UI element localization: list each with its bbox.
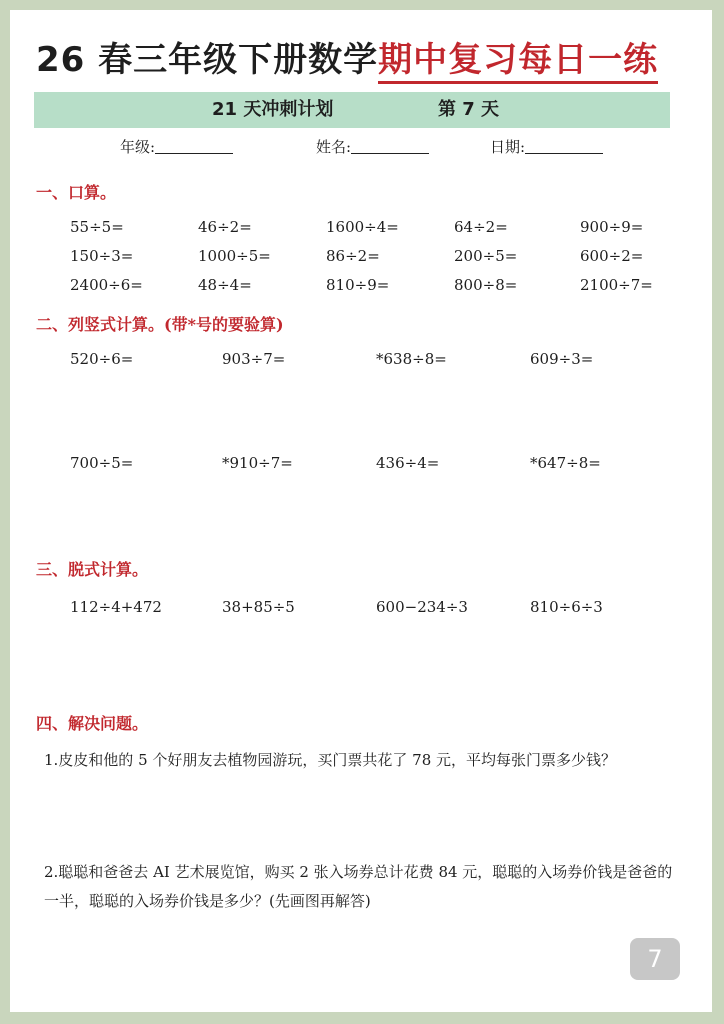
oral-item: 600÷2= (580, 247, 644, 265)
section-vertical-heading: 二、列竖式计算。(带*号的要验算) (36, 315, 284, 334)
plan-label: 21 天冲刺计划 (212, 99, 334, 120)
oral-item: 200÷5= (454, 247, 518, 265)
name-field[interactable] (316, 136, 429, 157)
oral-item: 2100÷7= (580, 276, 653, 294)
oral-item: 810÷9= (326, 276, 390, 294)
grade-blank[interactable] (155, 140, 233, 154)
stepwise-item: 600−234÷3 (376, 598, 468, 616)
plan-banner (34, 92, 670, 128)
vertical-item: 609÷3= (530, 350, 594, 368)
page-number-badge: 7 (630, 938, 680, 980)
grade-label: 年级: (120, 138, 156, 156)
oral-item: 48÷4= (198, 276, 252, 294)
vertical-item: 520÷6= (70, 350, 134, 368)
stepwise-item: 112÷4+472 (70, 598, 162, 616)
oral-item: 800÷8= (454, 276, 518, 294)
oral-item: 1000÷5= (198, 247, 271, 265)
section-oral-heading: 一、口算。 (36, 183, 117, 202)
title-highlight: 期中复习每日一练 (378, 40, 658, 84)
vertical-item: 436÷4= (376, 454, 440, 472)
name-blank[interactable] (351, 140, 429, 154)
oral-item: 150÷3= (70, 247, 134, 265)
stepwise-item: 38+85÷5 (222, 598, 295, 616)
stepwise-item: 810÷6÷3 (530, 598, 603, 616)
oral-item: 55÷5= (70, 218, 124, 236)
date-blank[interactable] (525, 140, 603, 154)
date-field[interactable] (490, 136, 603, 157)
vertical-item: *910÷7= (222, 454, 293, 472)
vertical-item: 903÷7= (222, 350, 286, 368)
word-problem-1: 1.皮皮和他的 5 个好朋友去植物园游玩，买门票共花了 78 元，平均每张门票多少钱？ (44, 751, 617, 769)
date-label: 日期: (490, 138, 526, 156)
worksheet-title (36, 40, 686, 81)
section-stepwise-heading: 三、脱式计算。 (36, 560, 149, 579)
oral-item: 64÷2= (454, 218, 508, 236)
day-label: 第 7 天 (438, 99, 500, 120)
vertical-item: *647÷8= (530, 454, 601, 472)
oral-item: 86÷2= (326, 247, 380, 265)
name-label: 姓名: (316, 138, 352, 156)
vertical-item: *638÷8= (376, 350, 447, 368)
section-problems-heading: 四、解决问题。 (36, 714, 149, 733)
oral-item: 2400÷6= (70, 276, 143, 294)
title-main: 26 春三年级下册数学 (36, 40, 379, 80)
word-problem-2: 2.聪聪和爸爸去 AI 艺术展览馆，购买 2 张入场券总计花费 84 元，聪聪的入场券价钱是爸爸的一半，聪聪的入场券价钱是多少？(先画图再解答) (44, 863, 673, 910)
oral-item: 46÷2= (198, 218, 252, 236)
oral-item: 1600÷4= (326, 218, 399, 236)
oral-item: 900÷9= (580, 218, 644, 236)
vertical-item: 700÷5= (70, 454, 134, 472)
grade-field[interactable] (120, 136, 233, 157)
